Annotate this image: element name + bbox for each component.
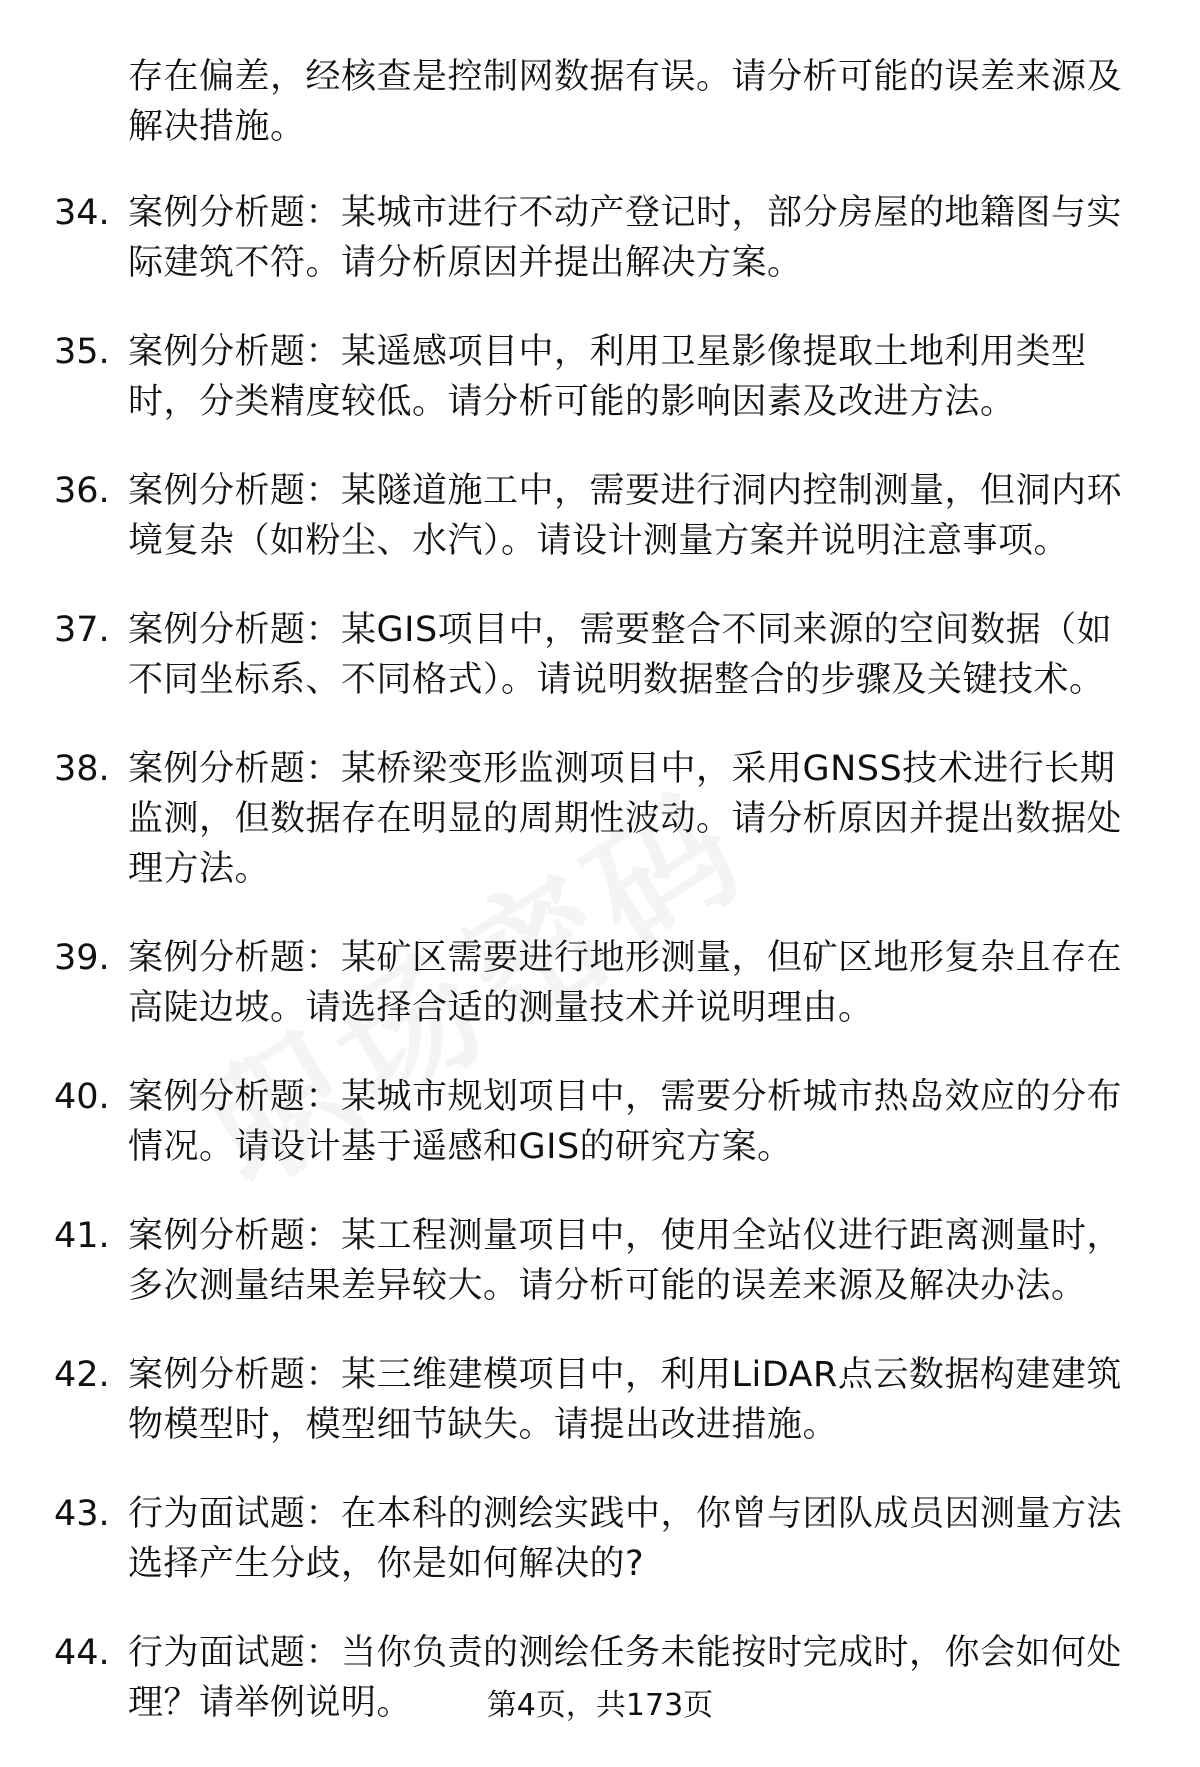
question-item <box>54 605 1144 705</box>
question-text: 案例分析题：某遥感项目中，利用卫星影像提取土地利用类型时，分类精度较低。请分析可能的影响因素及改进方法。 <box>128 332 1087 422</box>
question-item <box>54 933 1144 1033</box>
question-number: 34. <box>54 193 110 233</box>
question-number: 35. <box>54 332 110 372</box>
continued-question-text: 存在偏差，经核查是控制网数据有误。请分析可能的误差来源及解决措施。 <box>128 57 1123 147</box>
question-number: 43. <box>54 1494 110 1534</box>
question-item <box>54 1489 1144 1589</box>
question-number: 39. <box>54 938 110 978</box>
question-number: 42. <box>54 1355 110 1395</box>
question-text: 案例分析题：某城市规划项目中，需要分析城市热岛效应的分布情况。请设计基于遥感和GIS的研究方案。 <box>128 1077 1123 1167</box>
question-number: 44. <box>54 1633 110 1673</box>
question-item <box>54 327 1144 427</box>
question-number: 40. <box>54 1077 110 1117</box>
question-item <box>54 1072 1144 1172</box>
question-item <box>54 466 1144 566</box>
question-text: 案例分析题：某城市进行不动产登记时，部分房屋的地籍图与实际建筑不符。请分析原因并提出解决方案。 <box>128 193 1123 283</box>
question-item <box>54 744 1144 894</box>
question-number: 36. <box>54 471 110 511</box>
question-item <box>54 188 1144 288</box>
page-number-footer: 第4页，共173页 <box>486 1688 714 1723</box>
question-text: 行为面试题：当你负责的测绘任务未能按时完成时，你会如何处理？请举例说明。 <box>128 1633 1123 1723</box>
question-text: 案例分析题：某桥梁变形监测项目中，采用GNSS技术进行长期监测，但数据存在明显的周期性波动。请分析原因并提出数据处理方法。 <box>128 749 1123 889</box>
question-item <box>54 1211 1144 1311</box>
question-number: 38. <box>54 749 110 789</box>
question-number: 41. <box>54 1216 110 1256</box>
question-number: 37. <box>54 610 110 650</box>
question-text: 行为面试题：在本科的测绘实践中，你曾与团队成员因测量方法选择产生分歧，你是如何解决的? <box>128 1494 1123 1584</box>
question-list <box>54 52 1144 1767</box>
question-text: 案例分析题：某GIS项目中，需要整合不同来源的空间数据（如不同坐标系、不同格式）。请说明数据整合的步骤及关键技术。 <box>128 610 1113 700</box>
question-text: 案例分析题：某隧道施工中，需要进行洞内控制测量，但洞内环境复杂（如粉尘、水汽）。请设计测量方案并说明注意事项。 <box>128 471 1123 561</box>
question-text: 案例分析题：某矿区需要进行地形测量，但矿区地形复杂且存在高陡边坡。请选择合适的测量技术并说明理由。 <box>128 938 1123 1028</box>
question-item <box>54 1350 1144 1450</box>
question-text: 案例分析题：某三维建模项目中，利用LiDAR点云数据构建建筑物模型时，模型细节缺失。请提出改进措施。 <box>128 1355 1122 1445</box>
question-text: 案例分析题：某工程测量项目中，使用全站仪进行距离测量时，多次测量结果差异较大。请分析可能的误差来源及解决办法。 <box>128 1216 1123 1306</box>
